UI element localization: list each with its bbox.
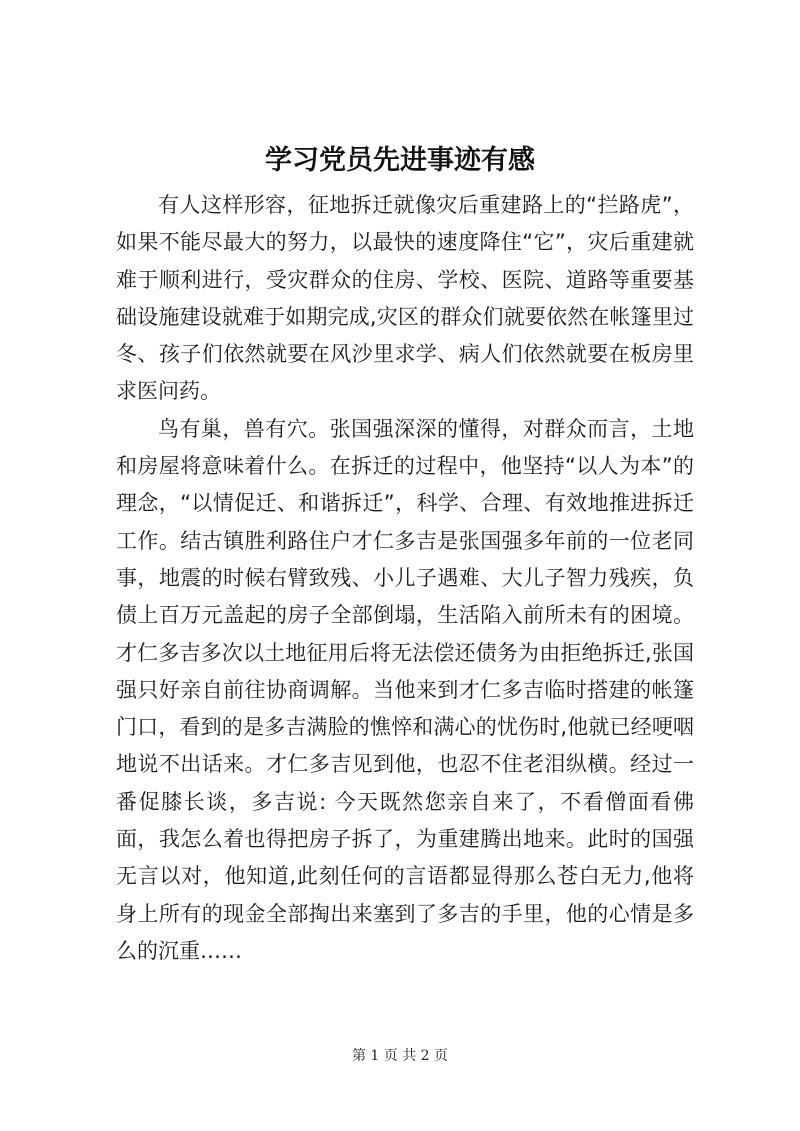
paragraph: 鸟有巢，兽有穴。张国强深深的懂得，对群众而言，土地和房屋将意味着什么。在拆迁的过程中，他坚持“以人为本”的理念，“以情促迁、和谐拆迁”，科学、合理、有效地推进拆迁工作。结古镇胜利路住户才仁多吉是张国强多年前的一位老同事，地震的时候右臂致残、小儿子遇难、大儿子智力残疾，负债上百万元盖起的房子全部倒塌，生活陷入前所未有的困境。才仁多吉多次以土地征用后将无法偿还债务为由拒绝拆迁,张国强只好亲自前往协商调解。当他来到才仁多吉临时搭建的帐篷门口，看到的是多吉满脸的憔悴和满心的忧伤时,他就已经哽咽地说不出话来。才仁多吉见到他，也忍不住老泪纵横。经过一番促膝长谈，多吉说: 今天既然您亲自来了，不看僧面看佛面，我怎么着也得把房子拆了，为重建腾出地来。此时的国强无言以对，他知道,此刻任何的言语都显得那么苍白无力,他将身上所有的现金全部掏出来塞到了多吉的手里，他的心情是多么的沉重……: [116, 416, 694, 963]
paragraph: 有人这样形容，征地拆迁就像灾后重建路上的“拦路虎”，如果不能尽最大的努力，以最快的速度降住“它”，灾后重建就难于顺利进行，受灾群众的住房、学校、医院、道路等重要基础设施建设就难于如期完成,灾区的群众们就要依然在帐篷里过冬、孩子们依然就要在风沙里求学、病人们依然就要在板房里求医问药。: [116, 193, 694, 404]
document-title: 学习党员先进事迹有感: [265, 145, 535, 176]
page-footer: 第 1 页 共 2 页: [351, 1048, 449, 1064]
document-body: [116, 187, 694, 970]
